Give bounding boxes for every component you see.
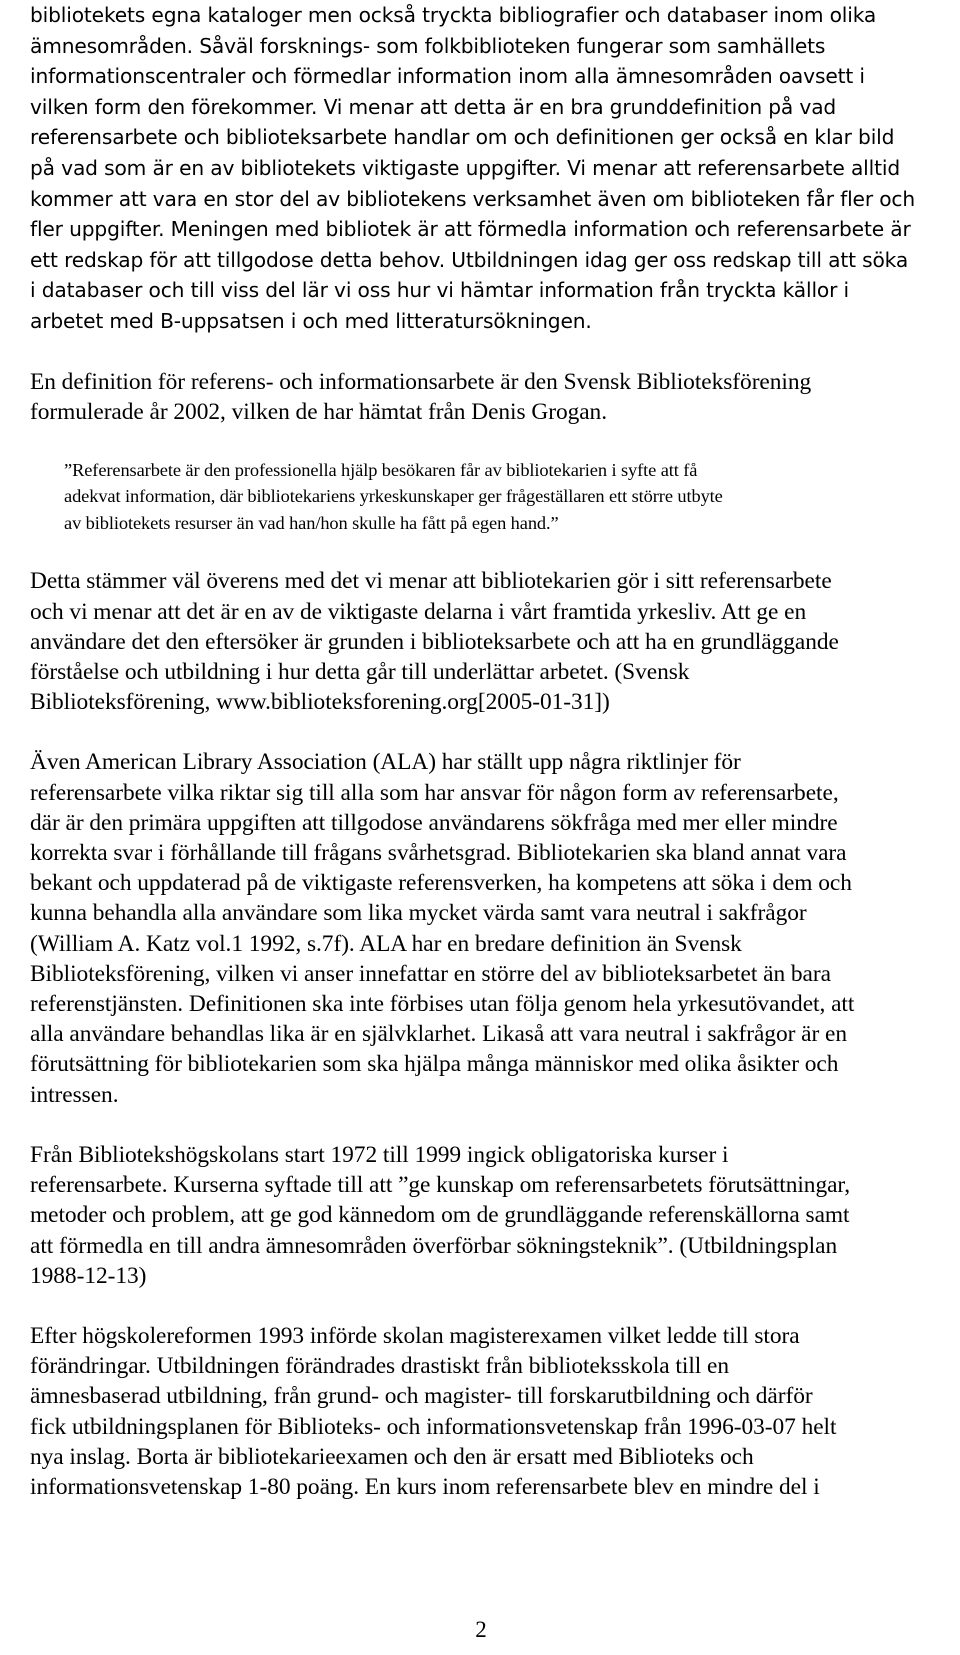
text-line: korrekta svar i förhållande till frågans svårhetsgrad. Bibliotekarien ska bland annat vara [30,840,847,867]
paragraph-gap [30,1291,940,1321]
text-line: referensarbete och biblioteksarbete handlar om och definitionen ger också en klar bild [30,125,895,150]
text-line: ett redskap för att tillgodose detta behov. Utbildningen idag ger oss redskap till att söka [30,247,909,272]
text-line: 1988-12-13) [30,1262,147,1289]
text-line: Biblioteksförening, www.biblioteksforening.org[2005-01-31]) [30,689,610,716]
text-line: metoder och problem, att ge god kännedom om de grundläggande referenskällorna samt [30,1202,850,1229]
text-line: formulerade år 2002, vilken de har hämtat från Denis Grogan. [30,398,608,425]
text-line: där är den primära uppgiften att tillgodose användarens sökfråga med mer eller mindre [30,809,838,836]
paragraph-school-history [30,1140,940,1291]
text-line: förståelse och utbildning i hur detta går till underlättar arbetet. (Svensk [30,659,690,686]
paragraph-gap [30,536,940,566]
text-line: förutsättning för bibliotekarien som ska hjälpa många människor med olika åsikter och [30,1051,839,1078]
text-line: nya inslag. Borta är bibliotekarieexamen och den är ersatt med Biblioteks och [30,1443,754,1470]
paragraph-ala-guidelines [30,747,940,1109]
paragraph-gap [30,1110,940,1140]
page-number: 2 [475,1617,487,1642]
text-line: Även American Library Association (ALA) har ställt upp några riktlinjer för [30,749,741,776]
text-line: referenstjänsten. Definitionen ska inte förbises utan följa genom hela yrkesutövandet, att [30,991,855,1018]
paragraph-gap [30,337,940,367]
text-line: fick utbildningsplanen för Biblioteks- och informationsvetenskap från 1996-03-07 helt [30,1413,837,1440]
text-line: referensarbete. Kurserna syftade till att ”ge kunskap om referensarbetets förutsättningar, [30,1172,851,1199]
text-line: arbetet med B-uppsatsen i och med litteratursökningen. [30,308,592,333]
text-line: bibliotekets egna kataloger men också tryckta bibliografier och databaser inom olika [30,3,877,27]
text-line: förändringar. Utbildningen förändrades drastiskt från biblioteksskola till en [30,1353,730,1380]
paragraph-agreement [30,566,940,717]
paragraph-definition-intro [30,367,940,427]
paragraph-library-role [30,0,940,337]
paragraph-gap [30,427,940,457]
text-line: i databaser och till viss del lär vi oss hur vi hämtar information från tryckta källor i [30,278,849,303]
text-line: bekant och uppdaterad på de viktigaste referensverken, ha kompetens att söka i dem och [30,870,852,897]
text-line: ”Referensarbete är den professionella hjälp besökaren får av bibliotekarien i syfte att få [64,459,698,480]
text-line: användare det den eftersöker är grunden i biblioteksarbete och att ha en grundläggande [30,628,839,655]
text-line: alla användare behandlas lika är en självklarhet. Likaså att vara neutral i sakfrågor är en [30,1021,847,1048]
text-line: Efter högskolereformen 1993 införde skolan magisterexamen vilket ledde till stora [30,1322,800,1349]
text-line: intressen. [30,1081,119,1108]
paragraph-reform [30,1321,940,1502]
text-line: och vi menar att det är en av de viktigaste delarna i vårt framtida yrkesliv. Att ge en [30,598,807,625]
text-line: ämnesområden. Såväl forsknings- som folkbiblioteken fungerar som samhällets [30,33,826,58]
text-line: (William A. Katz vol.1 1992, s.7f). ALA har en bredare definition än Svensk [30,930,742,957]
text-line: av bibliotekets resurser än vad han/hon skulle ha fått på egen hand.” [64,512,559,533]
text-line: kunna behandla alla användare som lika mycket värda samt vara neutral i sakfrågor [30,900,807,927]
text-line: informationscentraler och förmedlar information inom alla ämnesområden oavsett i [30,64,865,89]
text-line: kommer att vara en stor del av bibliotekens verksamhet även om biblioteken får fler och [30,186,916,211]
text-line: En definition för referens- och informationsarbete är den Svensk Biblioteksförening [30,368,812,395]
text-line: Detta stämmer väl överens med det vi menar att bibliotekarien gör i sitt referensarbete [30,568,832,595]
block-quote-definition [64,457,909,537]
text-line: ämnesbaserad utbildning, från grund- och magister- till forskarutbildning och därför [30,1383,813,1410]
text-line: informationsvetenskap 1-80 poäng. En kurs inom referensarbete blev en mindre del i [30,1473,820,1500]
text-line: adekvat information, där bibliotekariens yrkeskunskaper ger frågeställaren ett större utbyte [64,486,723,507]
text-line: Från Bibliotekshögskolans start 1972 till 1999 ingick obligatoriska kurser i [30,1141,729,1168]
text-line: fler uppgifter. Meningen med bibliotek är att förmedla information och referensarbete är [30,217,911,242]
text-line: Biblioteksförening, vilken vi anser innefattar en större del av biblioteksarbetet än bara [30,960,831,987]
text-line: vilken form den förekommer. Vi menar att detta är en bra grunddefinition på vad [30,94,837,119]
document-page [30,0,940,1502]
text-line: referensarbete vilka riktar sig till alla som har ansvar för någon form av referensarbete, [30,779,839,806]
text-line: att förmedla en till andra ämnesområden överförbar sökningsteknik”. (Utbildningsplan [30,1232,838,1259]
text-line: på vad som är en av bibliotekets viktigaste uppgifter. Vi menar att referensarbete alltid [30,155,900,180]
paragraph-gap [30,717,940,747]
